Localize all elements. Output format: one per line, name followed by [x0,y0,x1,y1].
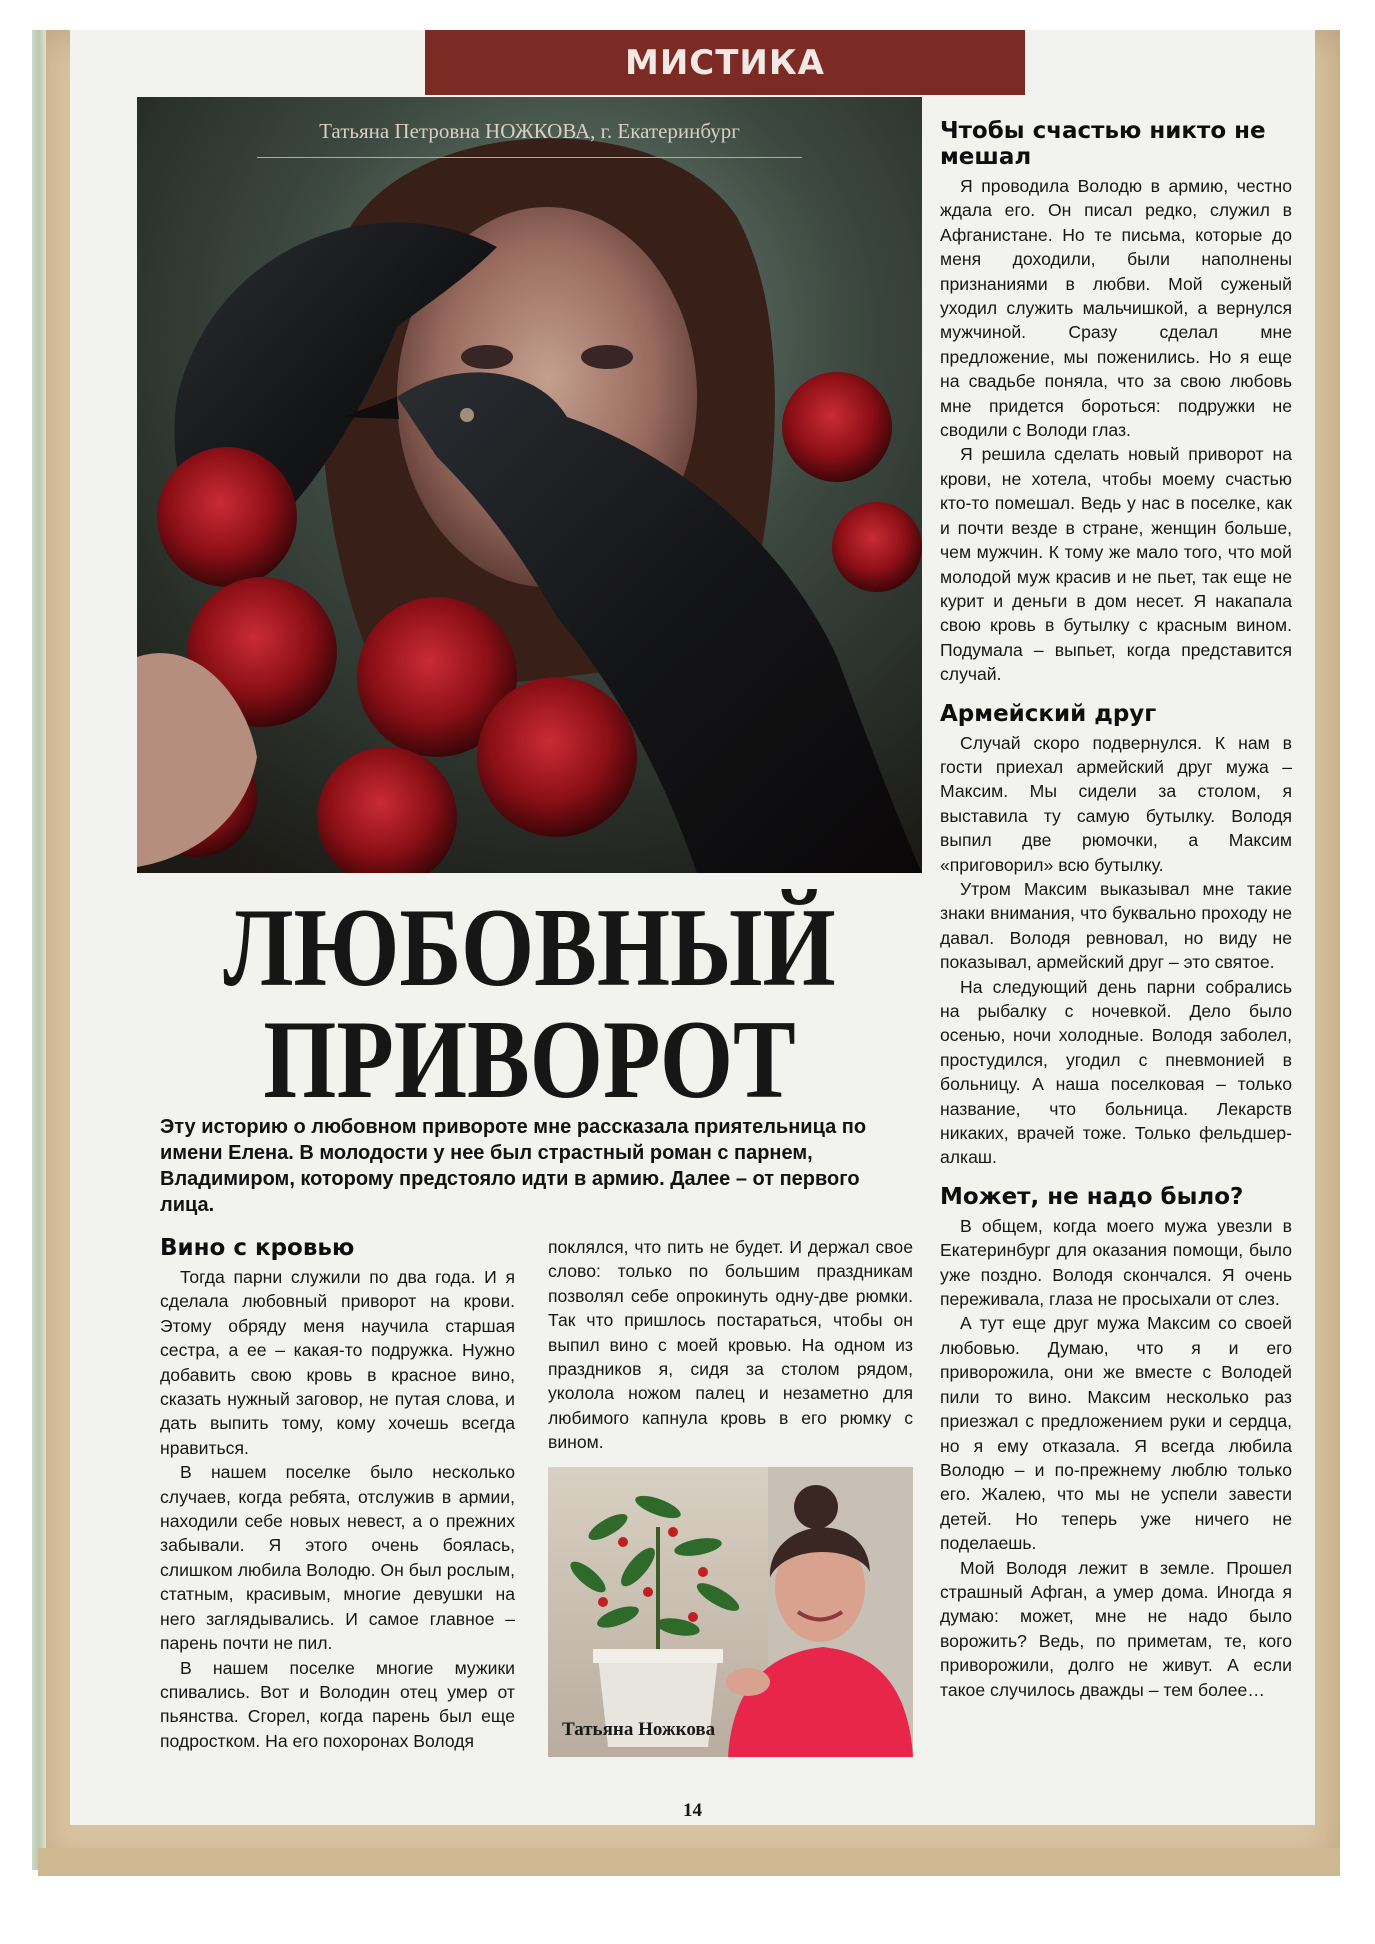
rubric-title: МИСТИКА [625,42,825,83]
paragraph: А тут еще друг мужа Максим со своей любовью. Думаю, что я и его приворожила, они же вместе с Володей пили то вино. Максим несколько раз приезжал с предложением руки и сердца, но я ему отказала. Я всегда любила Володю – и по-прежнему люблю только его. Жалею, что мы не успели завести детей. Но теперь уже ничего не поделаешь. [940,1313,1292,1554]
paragraph: Мой Володя лежит в земле. Прошел страшный Афган, а умер дома. Иногда я думаю: может, мне не надо было ворожить? Ведь, по приметам, те, кого приворожили, долго не живут. А если такое случилось дважды – тем более… [940,1557,1292,1700]
paragraph: Случай скоро подвернулся. К нам в гости приехал армейский друг мужа – Максим. Мы сидели за столом, я выставила ту самую бутылку. Володя выпил две рюмочки, а Максим «приговорил» всю бутылку. [940,732,1292,875]
article-lede: Эту историю о любовном привороте мне рассказала приятельница по имени Елена. В молодости у нее был страстный роман с парнем, Владимиром, которому предстояло идти в армию. Далее – от первого лица. [160,1116,867,1216]
paragraph: Утром Максим выказывал мне такие знаки внимания, что буквально проходу не давал. Володя ревновал, но виду не показывал, армейский друг – это святое. [940,878,1292,973]
paragraph: Я решила сделать новый приворот на крови, не хотела, чтобы моему счастью кто-то помешал. Ведь у нас в поселке, как и почти везде в стране, женщин больше, чем мужчин. К тому же мало того, что мой молодой муж красив и не пьет, так еще не курит и деньги в дом несет. Я накапала свою кровь в бутылку с красным вином. Подумала – выпьет, когда представится случай. [940,444,1292,685]
paragraph: Я проводила Володю в армию, честно ждала его. Он писал редко, служил в Афганистане. Но те письма, которые до меня доходили, были наполнены признаниями в любви. Мой суженый уходил служить мальчишкой, а вернулся мужчиной. Сразу сделал мне предложение, мы поженились. Но я еще на свадьбе поняла, что за свою любовь мне придется бороться: подружки не сводили с Володи глаз. [940,176,1292,441]
column-3 [940,118,1292,1702]
section-heading: Армейский друг [940,700,1157,727]
page-bottom-edge [38,1848,1340,1876]
column-2 [548,1235,913,1455]
paragraph: Тогда парни служили по два года. И я сделала любовный приворот на крови. Этому обряду меня научила старшая сестра, а ее – какая-то подружка. Нужно добавить свою кровь в красное вино, сказать нужный заговор, не путая слова, и дать выпить тому, кому хочешь всегда нравиться. [160,1267,515,1458]
section-heading: Вино с кровью [160,1235,355,1261]
paragraph: поклялся, что пить не будет. И держал свое слово: только по большим праздникам позволял себе опрокинуть одну-две рюмки. Так что пришлось постараться, чтобы он выпил вино с моей кровью. На одном из праздников я, сидя за столом рядом, уколола ножом палец и незаметно для любимого капнула кровь в его рюмку с вином. [548,1237,913,1453]
page-number: 14 [683,1800,702,1821]
photo-caption: Татьяна Ножкова [562,1719,716,1740]
byline-rule [257,157,802,158]
paragraph: В нашем поселке было несколько случаев, когда ребята, отслужив в армии, находили себе новых невест, а о прежних забывали. Я этого очень боялась, слишком любила Володю. Он был рослым, статным, красивым, многие девушки на него заглядывались. И самое главное – парень почти не пил. [160,1462,515,1654]
page-stack-edge [32,30,46,1870]
newspaper-page [70,30,1315,1825]
rubric-band [425,30,1025,95]
author-byline: Татьяна Петровна НОЖКОВА, г. Екатеринбург [319,119,740,143]
article-title [200,886,859,1122]
paragraph: В общем, когда моего мужа увезли в Екатеринбург для оказания помощи, было уже поздно. Володя скончался. Я очень переживала, глаза не просыхали от слез. [940,1215,1292,1310]
section-heading: Может, не надо было? [940,1183,1244,1210]
woman-raven-roses-image [137,97,922,873]
article-title-line-2: ПРИВОРОТ [263,998,796,1122]
paragraph: В нашем поселке многие мужики спивались. Вот и Володин отец умер от пьянства. Сгорел, когда парень был еще подростком. На его похоронах Володя [160,1657,515,1751]
section-heading: Чтобы счастью никто не мешал [940,118,1266,170]
elderly-woman-with-plant-image [548,1467,913,1757]
column-1 [160,1235,515,1753]
paragraph: На следующий день парни собрались на рыбалку с ночевкой. Дело было осенью, ночи холодные. Володя заболел, простудился, угодил с пневмонией в больницу. А наша поселковая – только название, что больница. Лекарств никаких, врачей тоже. Только фельдшер-алкаш. [940,976,1292,1168]
article-title-line-1: ЛЮБОВНЫЙ [223,886,836,1010]
hero-illustration [137,97,922,873]
author-photo [548,1467,913,1757]
